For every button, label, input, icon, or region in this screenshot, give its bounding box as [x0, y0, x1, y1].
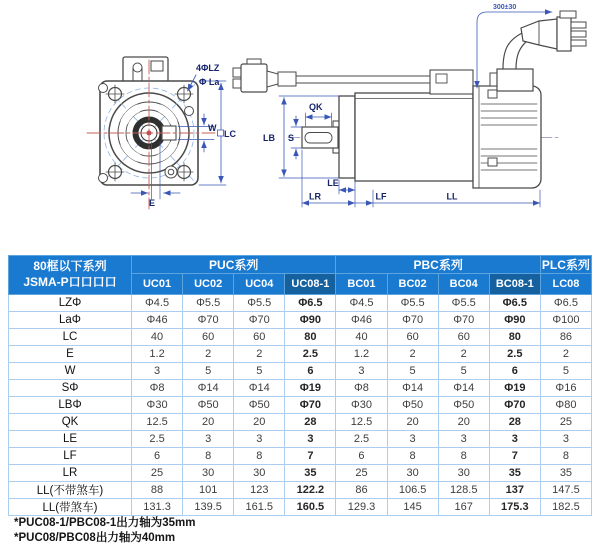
- spec-cell: Φ70: [183, 312, 234, 329]
- spec-cell: 3: [387, 431, 438, 448]
- spec-cell: Φ100: [540, 312, 591, 329]
- motor-side-view: [233, 4, 586, 207]
- spec-cell: 3: [132, 363, 183, 380]
- spec-cell: 2: [234, 346, 285, 363]
- motor-front-view: [87, 57, 236, 209]
- spec-cell: 139.5: [183, 499, 234, 516]
- dim-label-lc: LC: [224, 129, 236, 139]
- spec-cell: 128.5: [438, 482, 489, 499]
- dim-label-la: Φ La: [199, 77, 220, 87]
- spec-cell: Φ70: [234, 312, 285, 329]
- spec-cell: Φ70: [285, 397, 336, 414]
- power-connector: [521, 11, 586, 51]
- row-label: QK: [9, 414, 132, 431]
- spec-cell: Φ30: [336, 397, 387, 414]
- spec-cell: Φ4.5: [336, 295, 387, 312]
- spec-cell: 28: [285, 414, 336, 431]
- row-label: LC: [9, 329, 132, 346]
- spec-cell: Φ19: [285, 380, 336, 397]
- dim-label-s: S: [288, 133, 295, 143]
- spec-cell: Φ14: [438, 380, 489, 397]
- spec-cell: 20: [183, 414, 234, 431]
- table-row: [9, 482, 592, 499]
- spec-cell: 35: [285, 465, 336, 482]
- dim-label-qk: QK: [309, 102, 323, 112]
- spec-cell: Φ80: [540, 397, 591, 414]
- column-header: BC08-1: [489, 274, 540, 295]
- column-header: UC04: [234, 274, 285, 295]
- spec-cell: 35: [540, 465, 591, 482]
- spec-cell: 2.5: [285, 346, 336, 363]
- spec-cell: 40: [132, 329, 183, 346]
- spec-cell: 30: [438, 465, 489, 482]
- spec-cell: 182.5: [540, 499, 591, 516]
- dim-label-lr: LR: [309, 191, 321, 202]
- dim-label-e: E: [148, 198, 156, 208]
- table-row: [9, 465, 592, 482]
- series-group-header: PLC系列: [540, 256, 591, 274]
- spec-cell: Φ46: [132, 312, 183, 329]
- spec-cell: Φ46: [336, 312, 387, 329]
- spec-cell: 145: [387, 499, 438, 516]
- spec-cell: 80: [489, 329, 540, 346]
- spec-cell: 86: [540, 329, 591, 346]
- spec-cell: Φ70: [438, 312, 489, 329]
- spec-cell: 5: [234, 363, 285, 380]
- spec-cell: 5: [540, 363, 591, 380]
- spec-cell: Φ6.5: [489, 295, 540, 312]
- spec-cell: 5: [387, 363, 438, 380]
- spec-cell: 147.5: [540, 482, 591, 499]
- spec-cell: Φ8: [336, 380, 387, 397]
- spec-cell: 2: [438, 346, 489, 363]
- spec-cell: 175.3: [489, 499, 540, 516]
- dim-label-lf: LF: [375, 191, 387, 202]
- spec-cell: 20: [387, 414, 438, 431]
- spec-cell: 35: [489, 465, 540, 482]
- spec-cell: 25: [540, 414, 591, 431]
- series-group-header: PUC系列: [132, 256, 336, 274]
- spec-cell: 6: [489, 363, 540, 380]
- spec-cell: 30: [183, 465, 234, 482]
- spec-cell: 160.5: [285, 499, 336, 516]
- row-label: E: [9, 346, 132, 363]
- table-row: [9, 329, 592, 346]
- spec-cell: 60: [183, 329, 234, 346]
- table-row: [9, 397, 592, 414]
- spec-cell: 60: [234, 329, 285, 346]
- spec-cell: 7: [285, 448, 336, 465]
- spec-cell: Φ70: [387, 312, 438, 329]
- spec-cell: 80: [285, 329, 336, 346]
- column-header: UC02: [183, 274, 234, 295]
- encoder-cable: [233, 59, 430, 92]
- spec-cell: 1.2: [336, 346, 387, 363]
- spec-cell: 40: [336, 329, 387, 346]
- row-label: LaΦ: [9, 312, 132, 329]
- spec-cell: 8: [183, 448, 234, 465]
- spec-cell: Φ5.5: [387, 295, 438, 312]
- spec-cell: 60: [387, 329, 438, 346]
- spec-cell: Φ5.5: [183, 295, 234, 312]
- spec-cell: 5: [438, 363, 489, 380]
- spec-cell: 30: [234, 465, 285, 482]
- column-header: BC02: [387, 274, 438, 295]
- spec-cell: Φ16: [540, 380, 591, 397]
- spec-cell: 12.5: [132, 414, 183, 431]
- table-row: [9, 499, 592, 516]
- table-corner-header: 80框以下系列 JSMA-P口口口口: [9, 256, 132, 295]
- table-row: [9, 414, 592, 431]
- spec-cell: 3: [540, 431, 591, 448]
- spec-cell: 8: [387, 448, 438, 465]
- row-label: LE: [9, 431, 132, 448]
- spec-cell: 3: [285, 431, 336, 448]
- spec-cell: 1.2: [132, 346, 183, 363]
- spec-cell: 167: [438, 499, 489, 516]
- spec-cell: Φ30: [132, 397, 183, 414]
- spec-cell: 88: [132, 482, 183, 499]
- flange-side: [339, 96, 355, 178]
- spec-cell: 60: [438, 329, 489, 346]
- spec-cell: Φ6.5: [285, 295, 336, 312]
- spec-cell: 123: [234, 482, 285, 499]
- spec-cell: 20: [234, 414, 285, 431]
- spec-cell: 25: [336, 465, 387, 482]
- table-row: [9, 363, 592, 380]
- spec-cell: 101: [183, 482, 234, 499]
- table-row: [9, 431, 592, 448]
- spec-cell: 3: [336, 363, 387, 380]
- spec-cell: 6: [336, 448, 387, 465]
- dimension-diagram: [0, 0, 600, 250]
- row-label: LR: [9, 465, 132, 482]
- column-header: BC01: [336, 274, 387, 295]
- spec-cell: 25: [132, 465, 183, 482]
- spec-cell: Φ19: [489, 380, 540, 397]
- spec-cell: 129.3: [336, 499, 387, 516]
- spec-cell: 6: [132, 448, 183, 465]
- column-header: BC04: [438, 274, 489, 295]
- dim-label-ll: LL: [446, 191, 458, 202]
- spec-cell: Φ14: [387, 380, 438, 397]
- spec-cell: Φ8: [132, 380, 183, 397]
- spec-cell: 122.2: [285, 482, 336, 499]
- spec-cell: Φ5.5: [438, 295, 489, 312]
- row-label: LF: [9, 448, 132, 465]
- spec-cell: Φ50: [234, 397, 285, 414]
- spec-cell: Φ50: [183, 397, 234, 414]
- spec-cell: 86: [336, 482, 387, 499]
- spec-cell: 2.5: [336, 431, 387, 448]
- spec-cell: 3: [234, 431, 285, 448]
- spec-cell: 8: [438, 448, 489, 465]
- motor-body: [355, 93, 473, 181]
- spec-cell: 30: [387, 465, 438, 482]
- spec-cell: Φ50: [438, 397, 489, 414]
- dim-label-lb: LB: [263, 133, 275, 143]
- table-row: [9, 346, 592, 363]
- dim-label-holes: 4ΦLZ: [196, 63, 220, 73]
- spec-cell: Φ90: [285, 312, 336, 329]
- spec-cell: 12.5: [336, 414, 387, 431]
- spec-cell: Φ14: [234, 380, 285, 397]
- spec-cell: Φ6.5: [540, 295, 591, 312]
- spec-cell: 2: [540, 346, 591, 363]
- spec-cell: 3: [438, 431, 489, 448]
- spec-cell: 3: [489, 431, 540, 448]
- table-row: [9, 448, 592, 465]
- column-header: LC08: [540, 274, 591, 295]
- column-header: UC08-1: [285, 274, 336, 295]
- spec-cell: 28: [489, 414, 540, 431]
- spec-cell: 2: [387, 346, 438, 363]
- spec-cell: Φ50: [387, 397, 438, 414]
- footnote-2: *PUC08/PBC08出力轴为40mm: [14, 531, 176, 544]
- spec-cell: 20: [438, 414, 489, 431]
- spec-cell: 5: [183, 363, 234, 380]
- spec-cell: 8: [234, 448, 285, 465]
- table-row: [9, 380, 592, 397]
- row-label: SΦ: [9, 380, 132, 397]
- spec-cell: 7: [489, 448, 540, 465]
- spec-cell: 161.5: [234, 499, 285, 516]
- row-label: LL(带煞车): [9, 499, 132, 516]
- footnote-1: *PUC08-1/PBC08-1出力轴为35mm: [14, 517, 196, 529]
- spec-cell: 8: [540, 448, 591, 465]
- row-label: LL(不带煞车): [9, 482, 132, 499]
- spec-cell: 2.5: [132, 431, 183, 448]
- spec-table: [8, 255, 592, 516]
- dim-label-le: LE: [327, 178, 339, 188]
- spec-cell: Φ14: [183, 380, 234, 397]
- spec-cell: Φ5.5: [234, 295, 285, 312]
- table-row: [9, 312, 592, 329]
- footnotes: [14, 516, 196, 545]
- row-label: W: [9, 363, 132, 380]
- spec-cell: Φ90: [489, 312, 540, 329]
- rear-housing: [473, 86, 541, 188]
- row-label: LZΦ: [9, 295, 132, 312]
- column-header: UC01: [132, 274, 183, 295]
- spec-cell: 3: [183, 431, 234, 448]
- dim-label-w: W: [208, 123, 217, 133]
- spec-cell: 106.5: [387, 482, 438, 499]
- series-group-header: PBC系列: [336, 256, 540, 274]
- table-row: [9, 295, 592, 312]
- spec-cell: 137: [489, 482, 540, 499]
- spec-cell: 2: [183, 346, 234, 363]
- dim-label-cable: 300±30: [493, 4, 517, 11]
- spec-cell: 6: [285, 363, 336, 380]
- spec-cell: 131.3: [132, 499, 183, 516]
- spec-cell: Φ70: [489, 397, 540, 414]
- spec-cell: Φ4.5: [132, 295, 183, 312]
- spec-cell: 2.5: [489, 346, 540, 363]
- row-label: LBΦ: [9, 397, 132, 414]
